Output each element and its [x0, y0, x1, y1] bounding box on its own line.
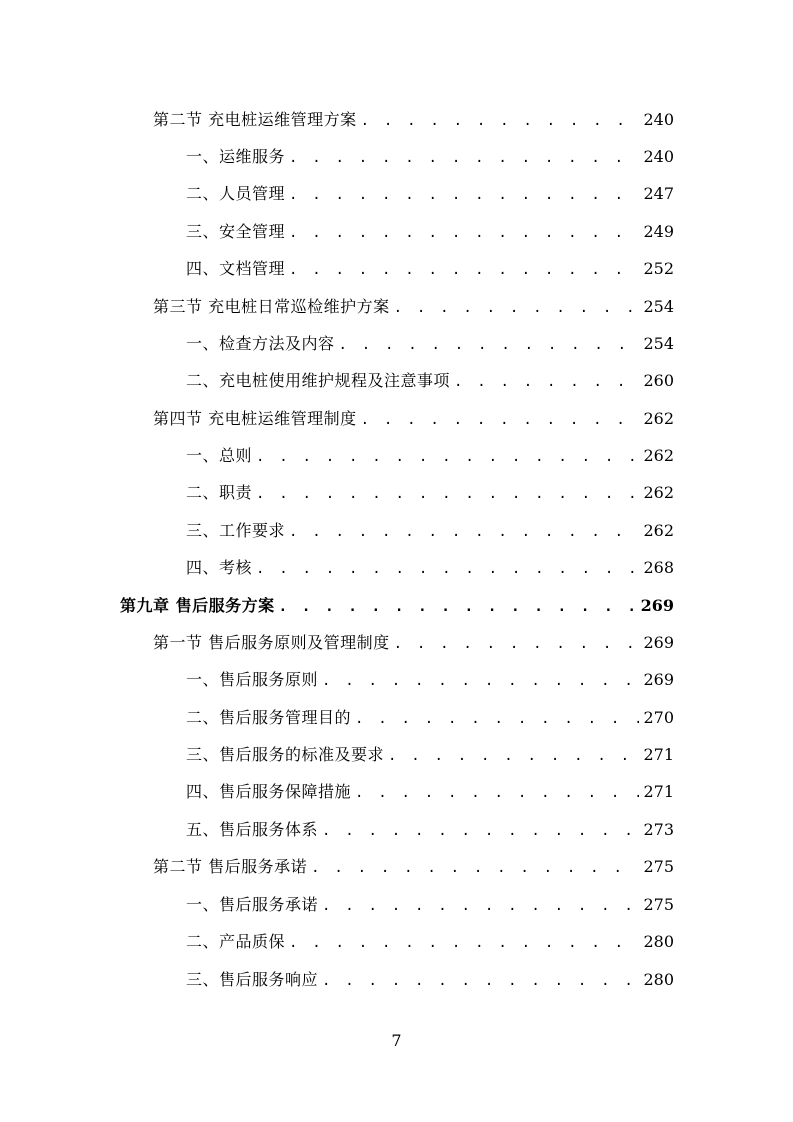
toc-entry-title: 第二节 售后服务承诺 — [153, 857, 308, 876]
toc-entry-title: 一、售后服务承诺 — [186, 895, 319, 914]
page-number-footer: 7 — [391, 1031, 402, 1050]
dot-leader — [256, 551, 639, 588]
toc-entry[interactable] — [186, 138, 674, 175]
dot-leader — [394, 626, 640, 663]
dot-leader — [388, 738, 639, 775]
toc-entry-title: 四、文档管理 — [186, 259, 286, 278]
toc-page-number: 268 — [643, 558, 674, 577]
toc-page-number: 252 — [643, 259, 674, 278]
dot-leader — [289, 140, 639, 177]
toc-entry[interactable] — [186, 736, 674, 773]
toc-page-number: 260 — [643, 371, 674, 390]
toc-page-number: 262 — [643, 521, 674, 540]
toc-entry[interactable] — [186, 661, 674, 698]
toc-entry-title: 三、工作要求 — [186, 521, 286, 540]
toc-entry[interactable] — [186, 175, 674, 212]
toc-page-number: 262 — [643, 409, 674, 428]
toc-entry[interactable] — [186, 549, 674, 586]
toc-page-number: 269 — [640, 596, 674, 615]
toc-page-number: 247 — [643, 184, 674, 203]
dot-leader — [289, 252, 639, 289]
toc-entry-title: 第一节 售后服务原则及管理制度 — [153, 633, 390, 652]
toc-entry-title: 四、考核 — [186, 558, 253, 577]
toc-entry-title: 第九章 售后服务方案 — [120, 596, 275, 615]
toc-entry[interactable] — [153, 400, 674, 437]
toc-entry[interactable] — [186, 250, 674, 287]
toc-entry-title: 二、人员管理 — [186, 184, 286, 203]
toc-page-number: 280 — [643, 932, 674, 951]
dot-leader — [322, 888, 639, 925]
toc-entry-title: 五、售后服务体系 — [186, 820, 319, 839]
toc-entry-title: 一、运维服务 — [186, 147, 286, 166]
toc-page-number: 262 — [643, 483, 674, 502]
toc-page-number: 249 — [643, 222, 674, 241]
toc-page-number: 271 — [643, 782, 674, 801]
dot-leader — [361, 402, 640, 439]
toc-page-number: 275 — [643, 857, 674, 876]
toc-entry[interactable] — [186, 437, 674, 474]
toc-entry-title: 三、售后服务响应 — [186, 970, 319, 989]
dot-leader — [322, 663, 639, 700]
dot-leader — [256, 439, 639, 476]
toc-entry-title: 一、总则 — [186, 446, 253, 465]
toc-entry[interactable] — [186, 362, 674, 399]
toc-entry-title: 一、检查方法及内容 — [186, 334, 335, 353]
toc-entry[interactable] — [186, 213, 674, 250]
toc-entry[interactable] — [186, 773, 674, 810]
dot-leader — [279, 589, 637, 626]
toc-page-number: 240 — [643, 110, 674, 129]
toc-entry-title: 二、售后服务管理目的 — [186, 708, 352, 727]
dot-leader — [339, 327, 640, 364]
toc-entry[interactable] — [186, 325, 674, 362]
toc-entry[interactable] — [186, 811, 674, 848]
toc-entry-chapter[interactable] — [120, 587, 674, 624]
toc-page-number: 262 — [643, 446, 674, 465]
dot-leader — [454, 364, 639, 401]
dot-leader — [311, 850, 639, 887]
toc-entry[interactable] — [153, 848, 674, 885]
dot-leader — [355, 775, 639, 812]
toc-page-number: 270 — [643, 708, 674, 727]
dot-leader — [322, 963, 639, 1000]
toc-entry[interactable] — [186, 886, 674, 923]
toc-page-number: 273 — [643, 820, 674, 839]
toc-page-number: 254 — [643, 297, 674, 316]
dot-leader — [394, 290, 640, 327]
dot-leader — [289, 514, 639, 551]
dot-leader — [322, 813, 639, 850]
toc-entry[interactable] — [186, 923, 674, 960]
toc-entry-title: 第四节 充电桩运维管理制度 — [153, 409, 357, 428]
toc-entry[interactable] — [153, 101, 674, 138]
dot-leader — [256, 476, 639, 513]
toc-entry[interactable] — [186, 512, 674, 549]
toc-entry-title: 二、产品质保 — [186, 932, 286, 951]
dot-leader — [289, 215, 639, 252]
toc-page-number: 269 — [643, 670, 674, 689]
toc-entry[interactable] — [153, 288, 674, 325]
toc-entry-title: 一、售后服务原则 — [186, 670, 319, 689]
toc-page-number: 269 — [643, 633, 674, 652]
toc-entry-title: 第三节 充电桩日常巡检维护方案 — [153, 297, 390, 316]
dot-leader — [355, 701, 639, 738]
toc-page-number: 254 — [643, 334, 674, 353]
toc-entry-title: 第二节 充电桩运维管理方案 — [153, 110, 357, 129]
toc-entry[interactable] — [186, 474, 674, 511]
dot-leader — [361, 103, 640, 140]
toc-entry-title: 二、职责 — [186, 483, 253, 502]
toc-page-number: 240 — [643, 147, 674, 166]
toc-entry-title: 四、售后服务保障措施 — [186, 782, 352, 801]
toc-entry-title: 三、安全管理 — [186, 222, 286, 241]
dot-leader — [289, 925, 639, 962]
dot-leader — [289, 177, 639, 214]
toc-page-number: 275 — [643, 895, 674, 914]
toc-page-number: 271 — [643, 745, 674, 764]
toc-entry-title: 三、售后服务的标准及要求 — [186, 745, 385, 764]
toc-entry[interactable] — [186, 961, 674, 998]
toc-entry[interactable] — [186, 699, 674, 736]
toc-page-number: 280 — [643, 970, 674, 989]
toc-entry-title: 二、充电桩使用维护规程及注意事项 — [186, 371, 451, 390]
toc-entry[interactable] — [153, 624, 674, 661]
